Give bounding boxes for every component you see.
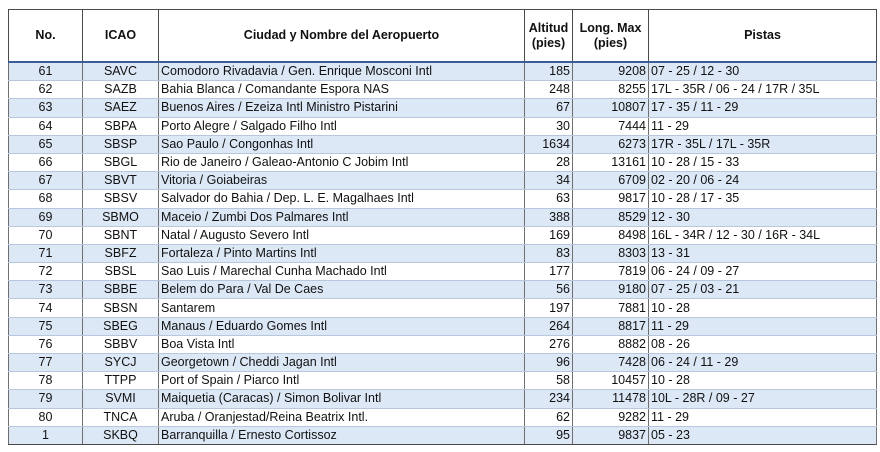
cell-no: 64	[9, 117, 83, 135]
header-no: No.	[9, 10, 83, 63]
cell-runways: 06 - 24 / 09 - 27	[649, 263, 877, 281]
cell-icao: TNCA	[83, 408, 159, 426]
cell-length: 8817	[573, 317, 649, 335]
cell-length: 10807	[573, 99, 649, 117]
cell-city: Boa Vista Intl	[159, 335, 525, 353]
header-altitude-line1: Altitud	[528, 20, 569, 35]
cell-runways: 07 - 25 / 03 - 21	[649, 281, 877, 299]
cell-altitude: 234	[525, 390, 573, 408]
cell-no: 65	[9, 135, 83, 153]
cell-altitude: 177	[525, 263, 573, 281]
cell-altitude: 197	[525, 299, 573, 317]
cell-no: 66	[9, 153, 83, 171]
cell-no: 80	[9, 408, 83, 426]
cell-altitude: 62	[525, 408, 573, 426]
cell-no: 72	[9, 263, 83, 281]
cell-runways: 17 - 35 / 11 - 29	[649, 99, 877, 117]
header-altitude	[525, 10, 573, 63]
cell-altitude: 30	[525, 117, 573, 135]
cell-city: Barranquilla / Ernesto Cortissoz	[159, 426, 525, 444]
cell-altitude: 34	[525, 172, 573, 190]
cell-no: 68	[9, 190, 83, 208]
header-length-line1: Long. Max	[579, 20, 642, 35]
cell-altitude: 83	[525, 244, 573, 262]
cell-length: 7819	[573, 263, 649, 281]
cell-city: Maiquetia (Caracas) / Simon Bolivar Intl	[159, 390, 525, 408]
cell-length: 7428	[573, 354, 649, 372]
cell-no: 76	[9, 335, 83, 353]
header-runways: Pistas	[649, 10, 877, 63]
cell-city: Aruba / Oranjestad/Reina Beatrix Intl.	[159, 408, 525, 426]
cell-city: Porto Alegre / Salgado Filho Intl	[159, 117, 525, 135]
table-row	[9, 226, 877, 244]
table-row	[9, 244, 877, 262]
cell-city: Salvador do Bahia / Dep. L. E. Magalhaes Intl	[159, 190, 525, 208]
cell-icao: SAZB	[83, 81, 159, 99]
cell-runways: 11 - 29	[649, 117, 877, 135]
cell-runways: 11 - 29	[649, 408, 877, 426]
header-length	[573, 10, 649, 63]
table-body	[9, 62, 877, 444]
cell-no: 62	[9, 81, 83, 99]
cell-icao: SBSV	[83, 190, 159, 208]
cell-icao: SBSP	[83, 135, 159, 153]
cell-no: 77	[9, 354, 83, 372]
cell-no: 79	[9, 390, 83, 408]
cell-icao: SKBQ	[83, 426, 159, 444]
cell-icao: SVMI	[83, 390, 159, 408]
airport-table-container	[8, 9, 877, 445]
cell-icao: SBSN	[83, 299, 159, 317]
cell-city: Manaus / Eduardo Gomes Intl	[159, 317, 525, 335]
cell-icao: SBGL	[83, 153, 159, 171]
table-row	[9, 81, 877, 99]
cell-icao: SBFZ	[83, 244, 159, 262]
cell-length: 9282	[573, 408, 649, 426]
cell-city: Port of Spain / Piarco Intl	[159, 372, 525, 390]
cell-altitude: 388	[525, 208, 573, 226]
cell-runways: 05 - 23	[649, 426, 877, 444]
cell-altitude: 58	[525, 372, 573, 390]
cell-length: 7444	[573, 117, 649, 135]
cell-length: 8303	[573, 244, 649, 262]
cell-city: Sao Luis / Marechal Cunha Machado Intl	[159, 263, 525, 281]
cell-icao: SYCJ	[83, 354, 159, 372]
header-icao: ICAO	[83, 10, 159, 63]
cell-icao: TTPP	[83, 372, 159, 390]
cell-no: 69	[9, 208, 83, 226]
cell-runways: 11 - 29	[649, 317, 877, 335]
table-row	[9, 317, 877, 335]
cell-length: 9817	[573, 190, 649, 208]
cell-altitude: 276	[525, 335, 573, 353]
header-altitude-line2: (pies)	[531, 35, 566, 50]
cell-runways: 17L - 35R / 06 - 24 / 17R / 35L	[649, 81, 877, 99]
cell-altitude: 67	[525, 99, 573, 117]
cell-no: 67	[9, 172, 83, 190]
cell-runways: 08 - 26	[649, 335, 877, 353]
cell-runways: 17R - 35L / 17L - 35R	[649, 135, 877, 153]
cell-length: 8529	[573, 208, 649, 226]
cell-runways: 06 - 24 / 11 - 29	[649, 354, 877, 372]
cell-icao: SBPA	[83, 117, 159, 135]
cell-altitude: 169	[525, 226, 573, 244]
table-row	[9, 135, 877, 153]
cell-runways: 10 - 28 / 15 - 33	[649, 153, 877, 171]
cell-city: Natal / Augusto Severo Intl	[159, 226, 525, 244]
table-row	[9, 426, 877, 444]
cell-runways: 07 - 25 / 12 - 30	[649, 62, 877, 81]
table-row	[9, 117, 877, 135]
cell-altitude: 96	[525, 354, 573, 372]
cell-runways: 10 - 28 / 17 - 35	[649, 190, 877, 208]
table-row	[9, 153, 877, 171]
cell-city: Comodoro Rivadavia / Gen. Enrique Mosconi Intl	[159, 62, 525, 81]
cell-icao: SBSL	[83, 263, 159, 281]
cell-runways: 10 - 28	[649, 372, 877, 390]
cell-altitude: 185	[525, 62, 573, 81]
cell-length: 8882	[573, 335, 649, 353]
cell-length: 13161	[573, 153, 649, 171]
cell-no: 75	[9, 317, 83, 335]
cell-no: 73	[9, 281, 83, 299]
cell-no: 78	[9, 372, 83, 390]
cell-city: Sao Paulo / Congonhas Intl	[159, 135, 525, 153]
cell-city: Belem do Para / Val De Caes	[159, 281, 525, 299]
cell-city: Rio de Janeiro / Galeao-Antonio C Jobim Intl	[159, 153, 525, 171]
cell-altitude: 28	[525, 153, 573, 171]
cell-city: Bahia Blanca / Comandante Espora NAS	[159, 81, 525, 99]
table-row	[9, 62, 877, 81]
cell-altitude: 1634	[525, 135, 573, 153]
table-row	[9, 299, 877, 317]
table-row	[9, 335, 877, 353]
table-row	[9, 408, 877, 426]
header-length-line2: (pies)	[593, 35, 628, 50]
table-row	[9, 281, 877, 299]
table-row	[9, 190, 877, 208]
cell-altitude: 264	[525, 317, 573, 335]
cell-length: 9180	[573, 281, 649, 299]
table-row	[9, 99, 877, 117]
cell-altitude: 248	[525, 81, 573, 99]
cell-length: 10457	[573, 372, 649, 390]
cell-icao: SBEG	[83, 317, 159, 335]
cell-altitude: 63	[525, 190, 573, 208]
airport-table	[8, 9, 877, 445]
cell-no: 1	[9, 426, 83, 444]
cell-length: 7881	[573, 299, 649, 317]
cell-length: 9837	[573, 426, 649, 444]
cell-runways: 10 - 28	[649, 299, 877, 317]
table-row	[9, 372, 877, 390]
cell-altitude: 95	[525, 426, 573, 444]
header-row	[9, 10, 877, 63]
table-row	[9, 172, 877, 190]
cell-runways: 16L - 34R / 12 - 30 / 16R - 34L	[649, 226, 877, 244]
cell-runways: 02 - 20 / 06 - 24	[649, 172, 877, 190]
cell-no: 70	[9, 226, 83, 244]
cell-icao: SBBE	[83, 281, 159, 299]
cell-no: 74	[9, 299, 83, 317]
cell-icao: SBNT	[83, 226, 159, 244]
cell-runways: 10L - 28R / 09 - 27	[649, 390, 877, 408]
cell-altitude: 56	[525, 281, 573, 299]
cell-city: Vitoria / Goiabeiras	[159, 172, 525, 190]
cell-no: 71	[9, 244, 83, 262]
header-city: Ciudad y Nombre del Aeropuerto	[159, 10, 525, 63]
cell-length: 8498	[573, 226, 649, 244]
cell-no: 63	[9, 99, 83, 117]
cell-length: 6709	[573, 172, 649, 190]
table-row	[9, 263, 877, 281]
cell-city: Georgetown / Cheddi Jagan Intl	[159, 354, 525, 372]
table-row	[9, 390, 877, 408]
cell-length: 11478	[573, 390, 649, 408]
cell-icao: SAVC	[83, 62, 159, 81]
cell-length: 8255	[573, 81, 649, 99]
cell-icao: SBBV	[83, 335, 159, 353]
cell-icao: SBVT	[83, 172, 159, 190]
cell-city: Buenos Aires / Ezeiza Intl Ministro Pistarini	[159, 99, 525, 117]
cell-runways: 12 - 30	[649, 208, 877, 226]
table-row	[9, 354, 877, 372]
table-row	[9, 208, 877, 226]
cell-length: 6273	[573, 135, 649, 153]
cell-icao: SBMO	[83, 208, 159, 226]
cell-no: 61	[9, 62, 83, 81]
cell-length: 9208	[573, 62, 649, 81]
cell-city: Maceio / Zumbi Dos Palmares Intl	[159, 208, 525, 226]
cell-city: Fortaleza / Pinto Martins Intl	[159, 244, 525, 262]
cell-city: Santarem	[159, 299, 525, 317]
cell-icao: SAEZ	[83, 99, 159, 117]
cell-runways: 13 - 31	[649, 244, 877, 262]
